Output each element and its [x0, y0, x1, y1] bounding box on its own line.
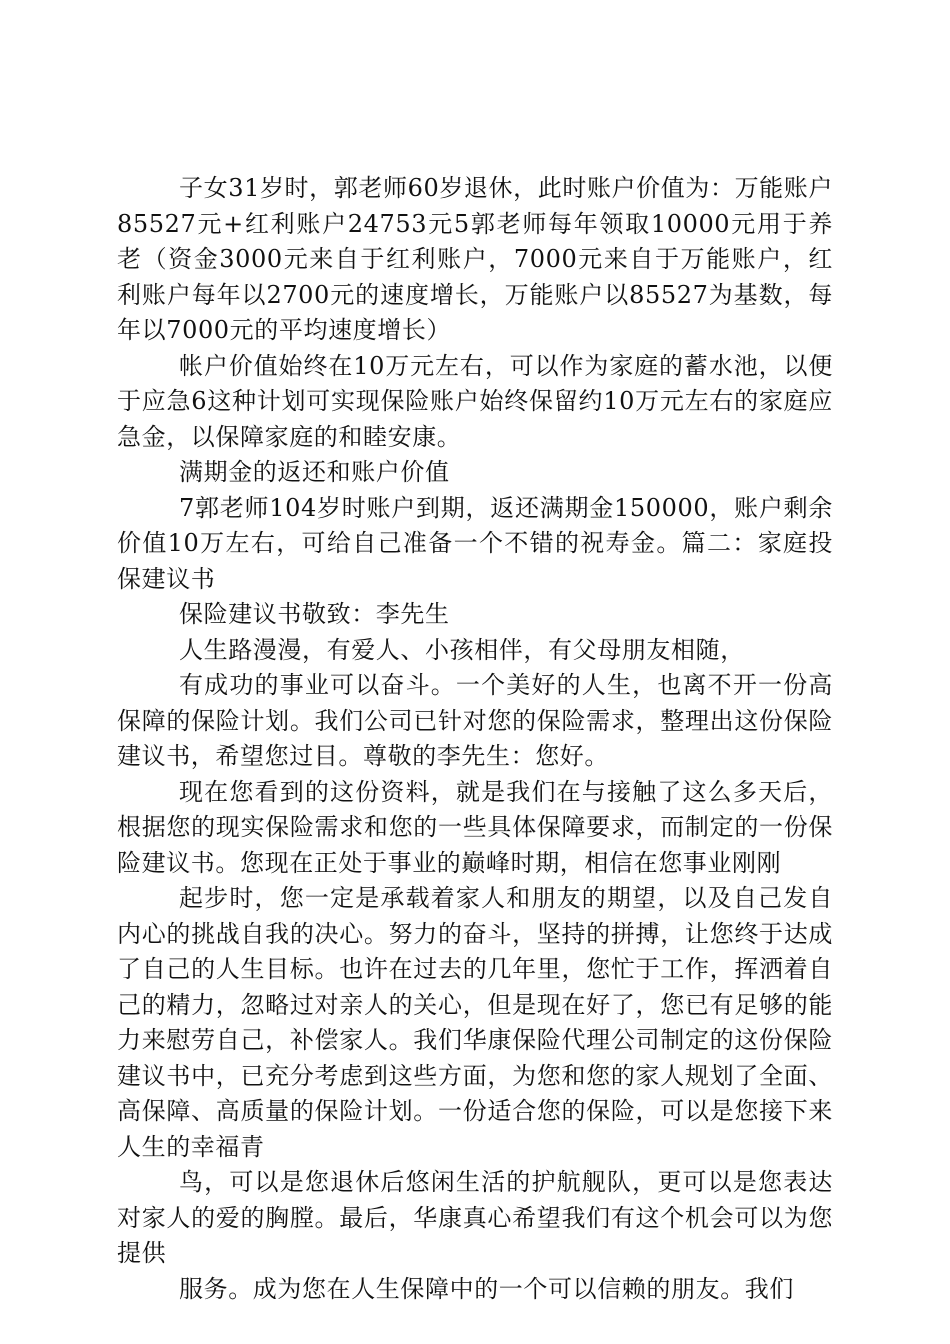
paragraph-starting-out: 起步时，您一定是承载着家人和朋友的期望，以及自己发自内心的挑战自我的决心。努力的奋斗，坚持的拼搏，让您终于达成了自己的人生目标。也许在过去的几年里，您忙于工作，挥洒着自己的精力，忽略过对亲人的关心，但是现在好了，您已有足够的能力来慰劳自己，补偿家人。我们华康保险代理公司制定的这份保险建议书中，已充分考虑到这些方面，为您和您的家人规划了全面、高保障、高质量的保险计划。一份适合您的保险，可以是您接下来人生的幸福青 [117, 884, 833, 1161]
paragraph-materials: 现在您看到的这份资料，就是我们在与接触了这么多天后，根据您的现实保险需求和您的一些具体保障要求，而制定的一份保险建议书。您现在正处于事业的巅峰时期，相信在您事业刚刚 [117, 777, 833, 877]
paragraph-service: 服务。成为您在人生保障中的一个可以信赖的朋友。我们 [179, 1274, 794, 1303]
paragraph-maturity-return: 7郭老师104岁时账户到期，返还满期金150000，账户剩余价值10万左右，可给自己准备一个不错的祝寿金。篇二：家庭投保建议书 [117, 493, 833, 593]
paragraph-life-journey: 人生路漫漫，有爱人、小孩相伴，有父母朋友相随， [179, 635, 745, 664]
paragraph-emergency-fund: 帐户价值始终在10万元左右，可以作为家庭的蓄水池，以便于应急6这种计划可实现保险账户始终保留约10万元左右的家庭应急金，以保障家庭的和睦安康。 [117, 351, 833, 451]
paragraph-successful-career: 有成功的事业可以奋斗。一个美好的人生，也离不开一份高保障的保险计划。我们公司已针对您的保险需求，整理出这份保险建议书，希望您过目。尊敬的李先生：您好。 [117, 671, 833, 770]
document-body [117, 171, 833, 1307]
paragraph-retirement-account: 子女31岁时，郭老师60岁退休，此时账户价值为：万能账户85527元+红利账户24753元5郭老师每年领取10000元用于养老（资金3000元来自于红利账户，7000元来自于万能账户，红利账户每年以2700元的速度增长，万能账户以85527为基数，每年以7000元的平均速度增长） [117, 174, 833, 344]
paragraph-proposal-salutation: 保险建议书敬致：李先生 [179, 600, 450, 628]
paragraph-maturity-heading: 满期金的返还和账户价值 [179, 458, 450, 486]
paragraph-bluebird: 鸟，可以是您退休后悠闲生活的护航舰队，更可以是您表达对家人的爱的胸膛。最后，华康真心希望我们有这个机会可以为您提供 [117, 1168, 833, 1267]
